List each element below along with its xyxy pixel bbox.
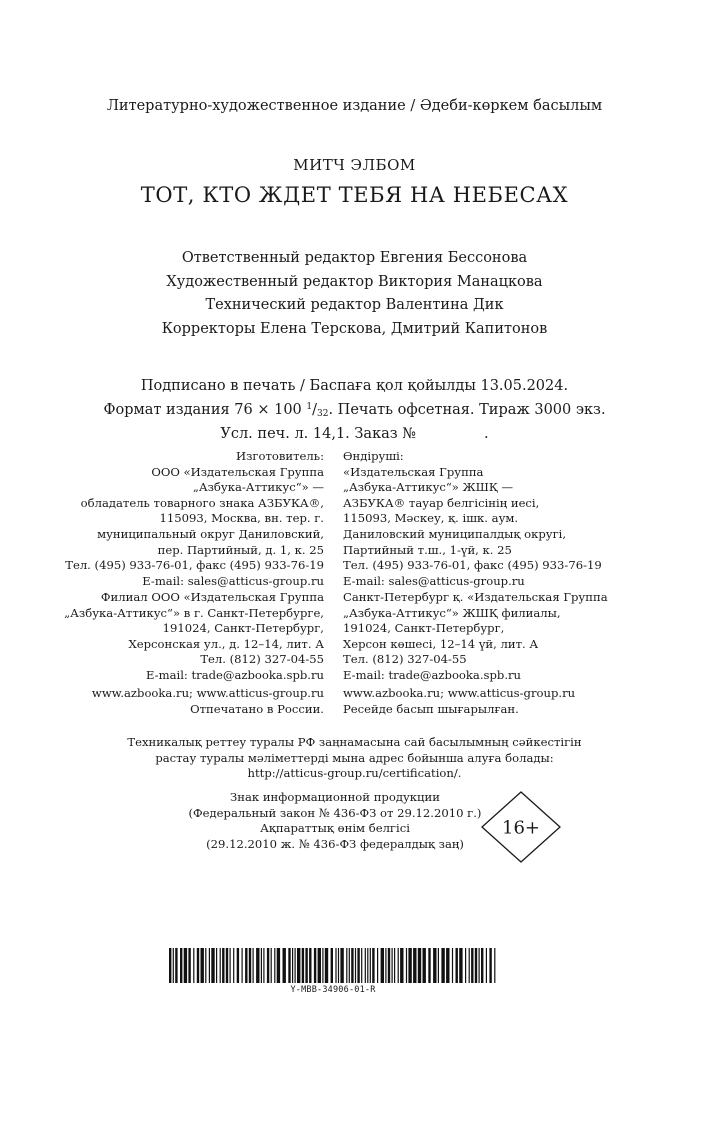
manufacturer-ru-line: муниципальный округ Даниловский, (97, 526, 324, 541)
barcode-bar (261, 948, 262, 983)
branch-kz-line: „Азбука-Аттикус“» ЖШҚ филиалы, (343, 605, 561, 620)
certification-url[interactable]: http://atticus-group.ru/certification/. (247, 766, 462, 781)
barcode-bar (169, 948, 171, 983)
barcode-bar (446, 948, 449, 983)
barcode-bar (408, 948, 411, 983)
editorial-credits (0, 247, 709, 341)
barcode-bar (459, 948, 462, 983)
manufacturer-ru-line: 115093, Москва, вн. тер. г. (159, 511, 324, 526)
manufacturer-ru-line: „Азбука-Аттикус“» — (192, 480, 324, 495)
barcode-bar (413, 948, 416, 983)
barcode-bar (180, 948, 182, 983)
branch-kz-line: Санкт-Петербург қ. «Издательская Группа (343, 590, 608, 604)
manufacturer-kz-line: Өндіруші: (343, 449, 404, 463)
barcode-bar (381, 948, 384, 983)
manufacturer-kz (343, 449, 643, 589)
barcode-bar (267, 948, 269, 983)
barcode-bar (292, 948, 293, 983)
barcode-bar (494, 948, 495, 983)
format-prefix: Формат издания 76 × 100 (103, 401, 302, 418)
barcode-bar (388, 948, 390, 983)
credit-line: Ответственный редактор Евгения Бессонова (181, 250, 528, 266)
branch-ru-line: Херсонская ул., д. 12–14, лит. А (128, 636, 324, 651)
barcode-bar (302, 948, 304, 983)
branch-ru-line: Филиал ООО «Издательская Группа (100, 590, 324, 604)
barcode-bar (452, 948, 453, 983)
series-line: Литературно-художественное издание / Әдеби-көркем басылым (106, 98, 603, 114)
barcode (168, 948, 498, 983)
manufacturer-ru-line: Тел. (495) 933-76-01, факс (495) 933-76-19 (65, 558, 324, 573)
info-product-sign (150, 790, 520, 852)
barcode-bar (318, 948, 321, 983)
age-rating-badge (480, 790, 562, 864)
barcode-bar (274, 948, 275, 983)
barcode-bar (242, 948, 243, 983)
barcode-bar (351, 948, 353, 983)
websites-kz (343, 686, 643, 717)
sheets-line (0, 424, 709, 445)
barcode-bar (249, 948, 251, 983)
certification-note (0, 735, 709, 782)
websites-ru (40, 686, 324, 717)
certification-line: растау туралы мәліметтерді мына адрес бойынша алуға болады: (155, 750, 554, 765)
barcode-bar (237, 948, 239, 983)
barcode-bar (193, 948, 194, 983)
barcode-bar (428, 948, 430, 983)
barcode-bar (346, 948, 347, 983)
manufacturer-kz-line: 115093, Мәскеу, қ. ішк. аум. (343, 511, 519, 526)
barcode-bar (469, 948, 470, 983)
barcode-bar (253, 948, 254, 983)
website-link[interactable]: www.azbooka.ru; www.atticus-group.ru (91, 686, 324, 700)
branch-kz-line: Херсон көшесі, 12–14 үй, лит. А (343, 636, 539, 651)
barcode-bar (233, 948, 234, 983)
barcode-bar (263, 948, 264, 983)
barcode-bar (481, 948, 483, 983)
manufacturer-kz-line: Партийный т.ш., 1-үй, к. 25 (343, 542, 512, 557)
barcode-bar (226, 948, 228, 983)
barcode-bar (456, 948, 458, 983)
barcode-bar (392, 948, 393, 983)
printed-in: Ресейде басып шығарылған. (343, 701, 519, 716)
barcode-bar (357, 948, 359, 983)
barcode-bar (394, 948, 395, 983)
printed-in: Отпечатано в России. (190, 701, 324, 716)
barcode-bar (365, 948, 366, 983)
barcode-bar (377, 948, 378, 983)
format-denominator: 32 (317, 408, 329, 419)
branch-ru-line: Тел. (812) 327-04-55 (200, 652, 324, 667)
barcode-bar (220, 948, 221, 983)
barcode-bar (433, 948, 436, 983)
branch-ru-line: 191024, Санкт-Петербург, (162, 621, 324, 636)
barcode-bar (398, 948, 399, 983)
barcode-bar (471, 948, 473, 983)
manufacturer-ru-line: ООО «Издательская Группа (151, 464, 324, 479)
barcode-bar (423, 948, 426, 983)
barcode-bar (295, 948, 296, 983)
print-info (0, 376, 709, 445)
barcode-bar (216, 948, 217, 983)
barcode-bar (331, 948, 333, 983)
manufacturer-kz-line: Тел. (495) 933-76-01, факс (495) 933-76-19 (343, 558, 602, 573)
info-sign-line: Знак информационной продукции (230, 790, 440, 804)
author-name: МИТЧ ЭЛБОМ (293, 156, 416, 174)
barcode-bar (230, 948, 231, 983)
format-numerator: 1 (306, 401, 313, 412)
signed-date: Подписано в печать / Баспаға қол қойылды 13.05.2024. (140, 378, 569, 394)
barcode-bar (322, 948, 323, 983)
age-rating-label: 16+ (502, 817, 540, 839)
barcode-bar (418, 948, 421, 983)
barcode-bar (385, 948, 386, 983)
barcode-bar (209, 948, 210, 983)
barcode-bar (475, 948, 477, 983)
manufacturer-ru-line: пер. Партийный, д. 1, к. 25 (157, 542, 324, 557)
barcode-bar (201, 948, 204, 983)
barcode-bar (188, 948, 190, 983)
book-title: ТОТ, КТО ЖДЕТ ТЕБЯ НА НЕБЕСАХ (140, 183, 569, 207)
barcode-bar (175, 948, 177, 983)
branch-ru-line: E-mail: trade@azbooka.spb.ru (145, 667, 324, 682)
barcode-bar (367, 948, 368, 983)
sheets-text: Усл. печ. л. 14,1. Заказ № (220, 426, 417, 442)
manufacturer-ru-line: Изготовитель: (236, 449, 324, 463)
barcode-bar (361, 948, 362, 983)
barcode-bar (197, 948, 199, 983)
barcode-bar (277, 948, 280, 983)
branch-ru-line: „Азбука-Аттикус“» в г. Санкт-Петербурге, (64, 605, 324, 620)
manufacturer-kz-line: «Издательская Группа (343, 464, 484, 479)
barcode-bar (184, 948, 187, 983)
barcode-bar (173, 948, 174, 983)
barcode-bar (314, 948, 316, 983)
certification-line: Техникалық реттеу туралы РФ заңнамасына сай басылымның сәйкестігін (127, 735, 582, 749)
barcode-bar (438, 948, 439, 983)
barcode-bar (338, 948, 339, 983)
barcode-bar (271, 948, 272, 983)
format-fraction: $^1/_{32}$ (306, 401, 329, 419)
credit-line: Корректоры Елена Терскова, Дмитрий Капитонов (161, 320, 548, 337)
barcode-bar (489, 948, 491, 983)
barcode-bar (486, 948, 487, 983)
branch-kz-line: E-mail: trade@azbooka.spb.ru (343, 667, 522, 682)
barcode-bar (222, 948, 224, 983)
barcode-bar (370, 948, 371, 983)
manufacturer-kz-line: „Азбука-Аттикус“» ЖШҚ — (343, 480, 514, 495)
branch-kz-line: 191024, Санкт-Петербург, (343, 621, 505, 636)
credit-line: Технический редактор Валентина Дик (205, 297, 504, 313)
barcode-bar (400, 948, 403, 983)
manufacturer-kz-line: АЗБУКА® тауар белгісінің иесі, (343, 495, 540, 510)
barcode-bar (283, 948, 286, 983)
barcode-bar (349, 948, 350, 983)
barcode-bar (355, 948, 356, 983)
barcode-bar (211, 948, 214, 983)
barcode-bar (340, 948, 343, 983)
barcode-bar (335, 948, 336, 983)
manufacturer-ru (40, 449, 324, 589)
sheets-end: . (484, 426, 489, 442)
format-line (0, 397, 709, 425)
barcode-bar (288, 948, 290, 983)
branch-kz-line: Тел. (812) 327-04-55 (343, 652, 467, 667)
barcode-bar (325, 948, 328, 983)
format-suffix: . Печать офсетная. Тираж 3000 экз. (328, 401, 606, 418)
barcode-bar (297, 948, 300, 983)
barcode-bar (305, 948, 307, 983)
branch-kz (343, 590, 643, 684)
barcode-bar (372, 948, 374, 983)
manufacturer-kz-line: E-mail: sales@atticus-group.ru (343, 573, 525, 588)
barcode-bar (309, 948, 311, 983)
info-sign-line: (Федеральный закон № 436-ФЗ от 29.12.2010 г.) (188, 805, 482, 820)
barcode-bar (256, 948, 259, 983)
credit-line: Художественный редактор Виктория Манацкова (166, 273, 543, 290)
barcode-bar (205, 948, 206, 983)
barcode-bar (479, 948, 480, 983)
website-link[interactable]: www.azbooka.ru; www.atticus-group.ru (343, 686, 576, 700)
manufacturer-kz-line: Даниловский муниципалдық округі, (343, 526, 567, 541)
info-sign-line: Ақпараттық өнім белгісі (260, 821, 410, 836)
barcode-code: Y-MBB-34906-01-R (290, 985, 376, 995)
barcode-bar (441, 948, 444, 983)
barcode-bar (465, 948, 466, 983)
manufacturer-ru-line: E-mail: sales@atticus-group.ru (142, 573, 324, 588)
manufacturer-ru-line: обладатель товарного знака АЗБУКА®, (80, 495, 324, 510)
barcode-bar (406, 948, 407, 983)
info-sign-line: (29.12.2010 ж. № 436-ФЗ федералдық заң) (206, 836, 464, 851)
barcode-bar (245, 948, 247, 983)
branch-ru (40, 590, 324, 684)
